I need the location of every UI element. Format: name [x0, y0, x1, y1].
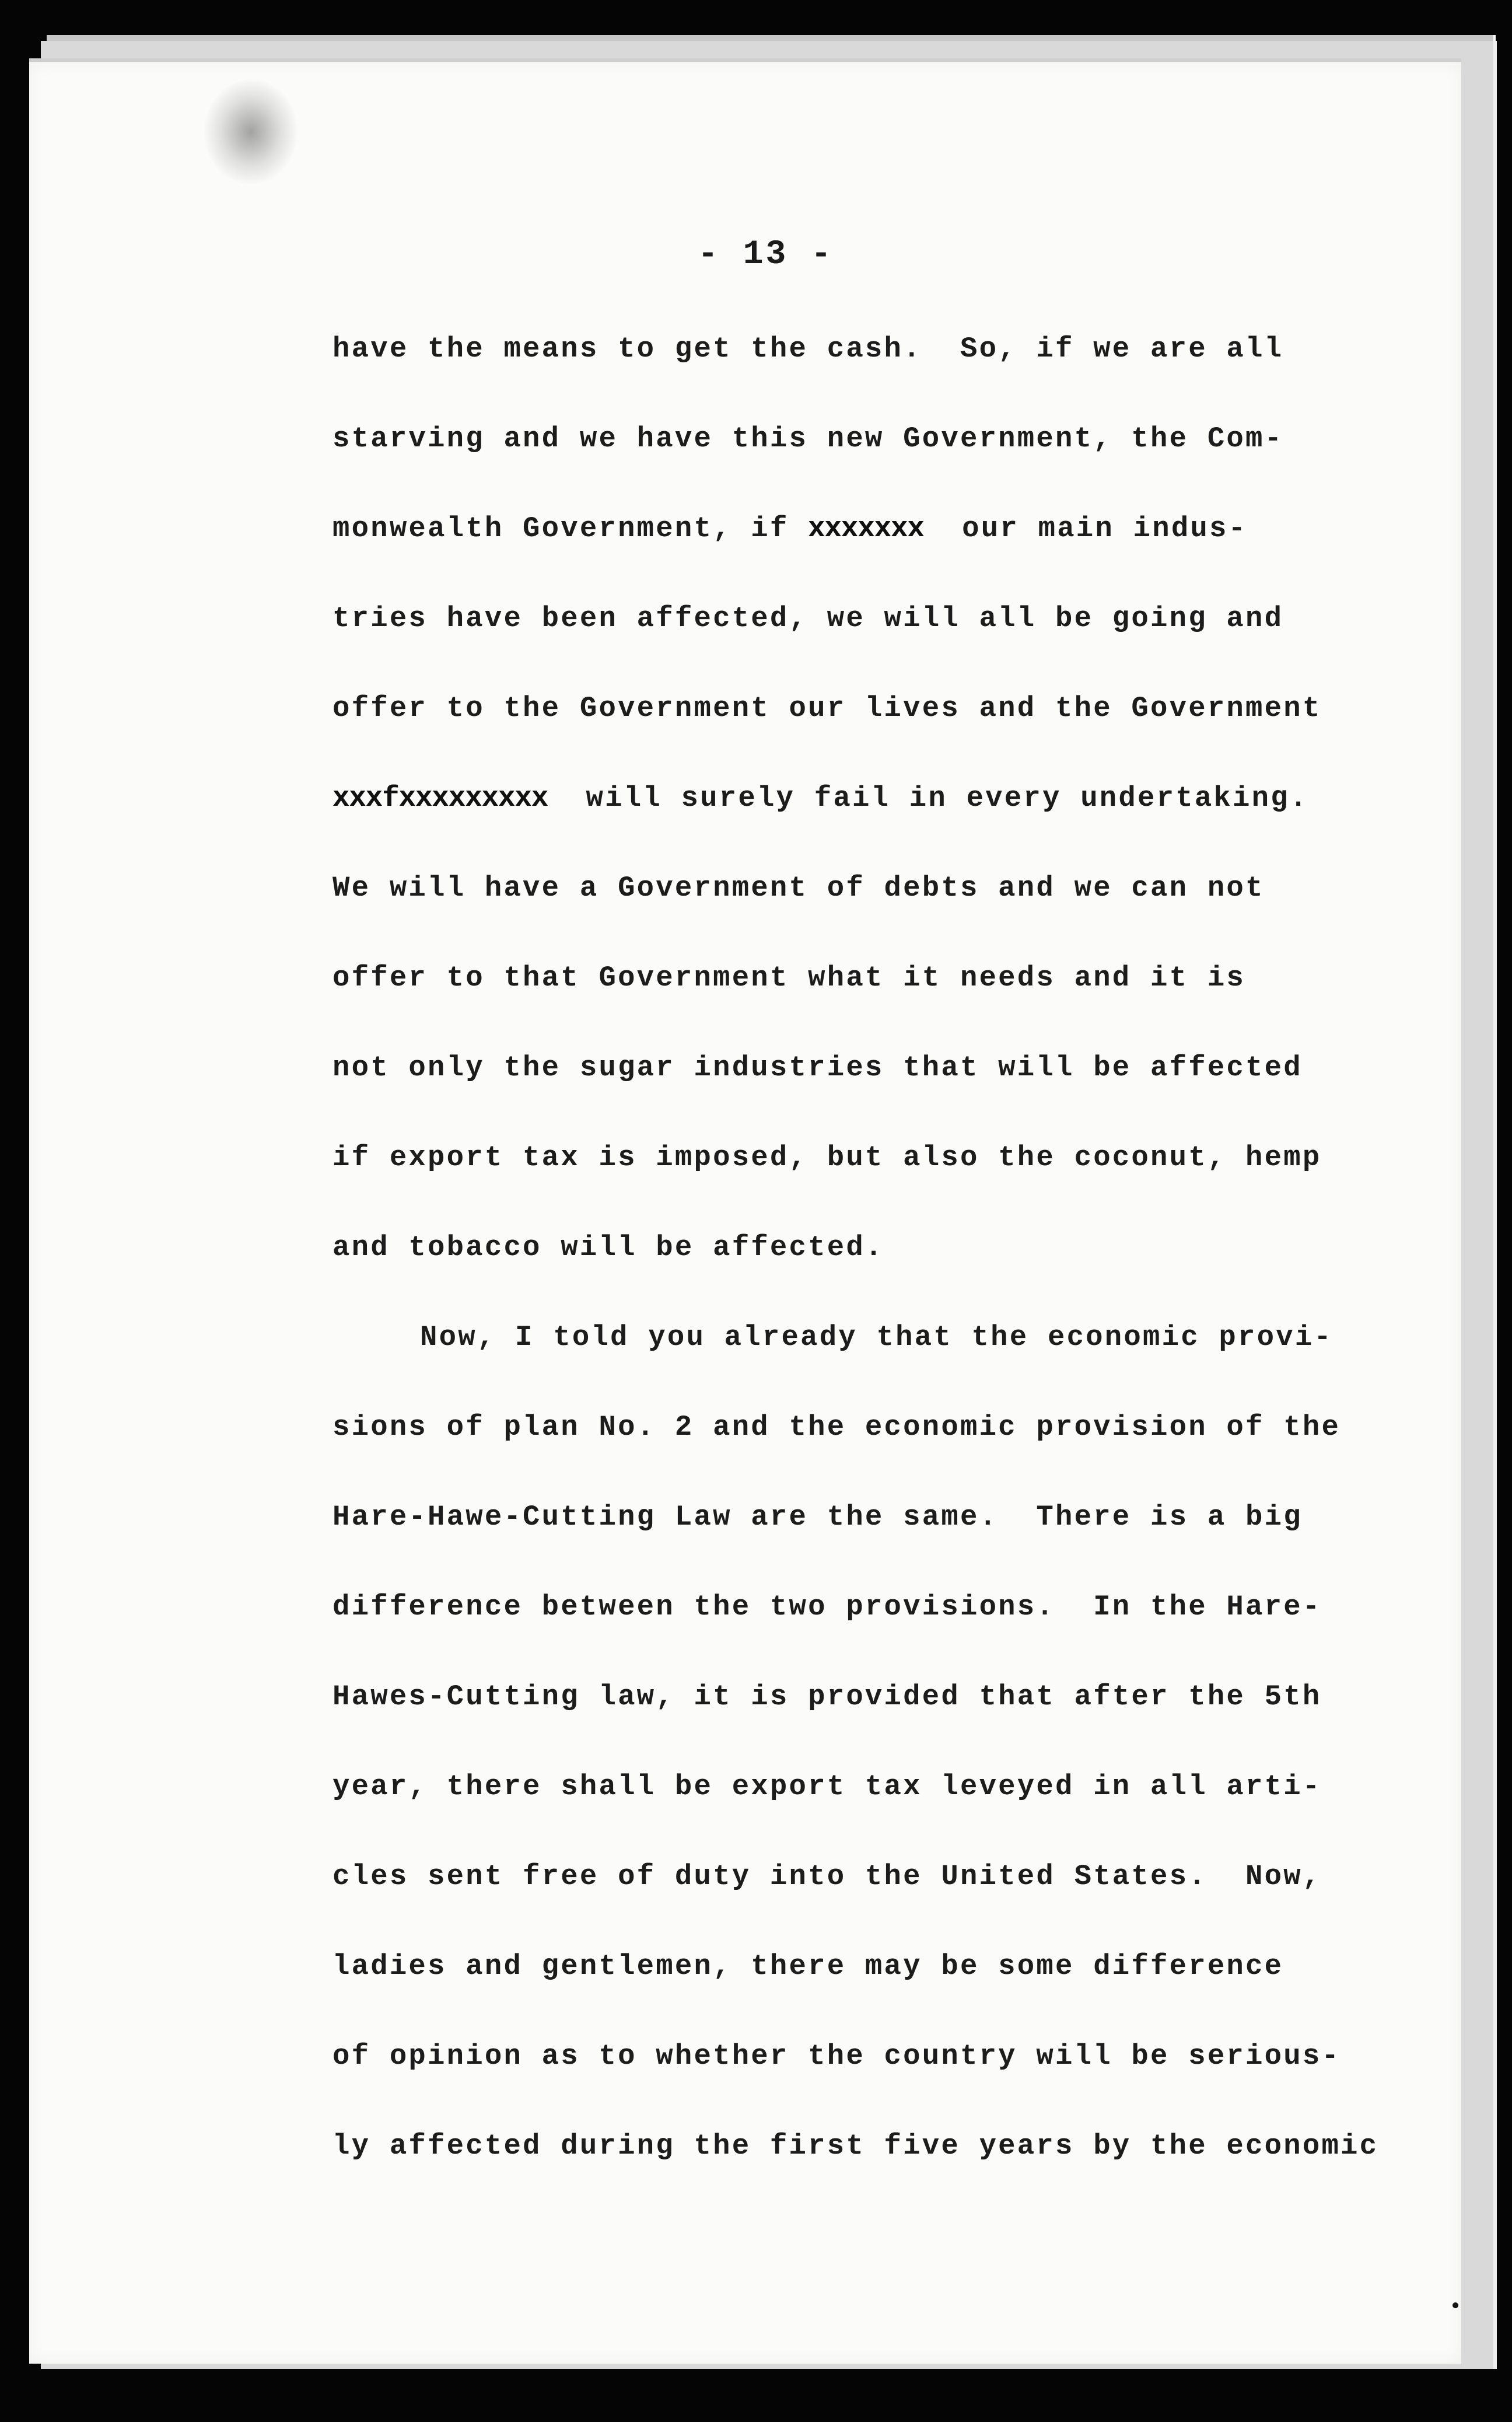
text-segment: our main indus-: [923, 512, 1248, 545]
text-line: [332, 512, 1248, 545]
text-line: We will have a Government of debts and we can not: [332, 872, 1265, 904]
text-line: not only the sugar industries that will be affected: [332, 1051, 1303, 1084]
text-line: ladies and gentlemen, there may be some difference: [332, 1950, 1284, 1983]
text-line: starving and we have this new Government, the Com-: [332, 422, 1284, 455]
page-number: - 13 -: [698, 236, 834, 274]
text-line: and tobacco will be affected.: [332, 1231, 884, 1264]
text-line: offer to the Government our lives and the Government: [332, 692, 1322, 725]
typewritten-page: [29, 58, 1461, 2364]
text-line: difference between the two provisions. In the Hare-: [332, 1591, 1322, 1623]
text-line: have the means to get the cash. So, if we are all: [332, 333, 1284, 365]
text-line: year, there shall be export tax leveyed in all arti-: [332, 1770, 1322, 1803]
text-line: Now, I told you already that the economic provi-: [420, 1321, 1334, 1354]
text-line: if export tax is imposed, but also the coconut, hemp: [332, 1141, 1322, 1174]
text-line: Hare-Hawe-Cutting Law are the same. There is a big: [332, 1501, 1303, 1533]
text-line: sions of plan No. 2 and the economic provision of the: [332, 1411, 1341, 1444]
text-line: cles sent free of duty into the United States. Now,: [332, 1860, 1322, 1893]
text-line: ly affected during the first five years by the economic: [332, 2130, 1379, 2162]
struck-out-text: xxxfxxxxxxxxx: [332, 782, 548, 815]
text-line: of opinion as to whether the country will be serious-: [332, 2040, 1341, 2072]
text-line: tries have been affected, we will all be going and: [332, 602, 1284, 635]
text-line: [332, 784, 1308, 813]
text-segment: will surely fail in every undertaking.: [548, 782, 1309, 815]
struck-out-text: xxxxxxx: [808, 512, 924, 545]
text-segment: monwealth Government, if: [332, 512, 808, 545]
text-line: Hawes-Cutting law, it is provided that after the 5th: [332, 1680, 1322, 1713]
ink-dot: [1452, 2302, 1458, 2308]
text-line: offer to that Government what it needs and it is: [332, 962, 1246, 994]
ink-smudge: [204, 79, 298, 184]
